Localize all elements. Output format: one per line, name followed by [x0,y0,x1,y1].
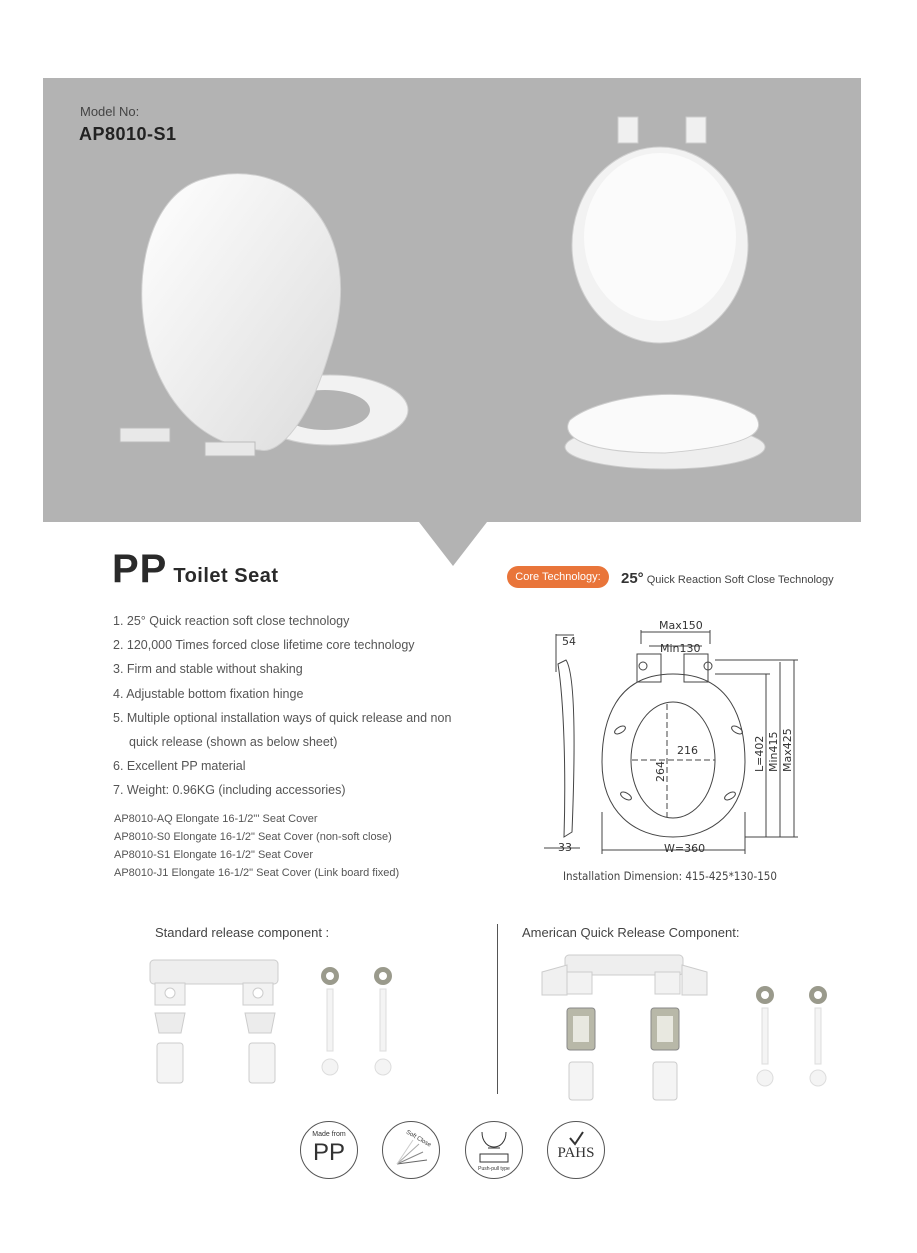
american-release-label: American Quick Release Component: [522,925,740,940]
dim-max-width: Max150 [659,619,703,632]
variant-list [114,813,399,885]
toilet-seat-top-image [568,115,758,345]
feature-item: 4. Adjustable bottom fixation hinge [113,686,304,701]
feature-item: 1. 25° Quick reaction soft close technology [113,614,350,628]
variant-item: AP8010-S0 Elongate 16-1/2" Seat Cover (non-soft close) [114,831,392,843]
made-from-pp-badge [300,1121,358,1179]
variant-item: AP8010-S1 Elongate 16-1/2" Seat Cover [114,849,313,861]
variant-item: AP8010-AQ Elongate 16-1/2"' Seat Cover [114,813,318,825]
toilet-seat-side-image [560,385,770,480]
dim-max-length: Max425 [781,728,794,772]
variant-item: AP8010-J1 Elongate 16-1/2" Seat Cover (Link board fixed) [114,867,400,879]
dim-length: L=402 [753,735,766,772]
feature-item: quick release (shown as below sheet) [129,734,338,749]
dim-inner-width: 216 [677,744,698,757]
soft-close-icon [383,1122,439,1178]
title-product: Toilet Seat [173,565,279,587]
feature-item: 5. Multiple optional installation ways of quick release and non [113,710,452,725]
standard-release-label: Standard release component : [155,925,330,940]
core-degree: 25° [621,570,644,587]
feature-item: 2. 120,000 Times forced close lifetime core technology [113,638,415,653]
model-label: Model No: [80,104,140,119]
dim-outer-width: W=360 [664,842,706,855]
product-title [112,547,279,592]
dimension-diagram [540,612,805,862]
feature-item: 6. Excellent PP material [113,759,246,774]
title-material: PP [112,547,168,591]
standard-release-parts-image [145,955,415,1090]
soft-close-badge [382,1121,440,1179]
dim-inner-height: 264 [654,761,667,782]
feature-item: 7. Weight: 0.96KG (including accessories) [113,783,346,798]
dim-min-length: Min415 [767,731,780,772]
dim-side-bottom: 33 [558,841,572,854]
pahs-badge [547,1121,605,1179]
feature-item: 3. Firm and stable without shaking [113,662,303,677]
push-pull-icon [466,1122,522,1178]
push-pull-badge [465,1121,523,1179]
core-description: Quick Reaction Soft Close Technology [646,574,834,586]
section-divider [497,924,498,1094]
badge-push-pull: Push-pull type [478,1166,510,1172]
dim-side-top: 54 [562,635,576,648]
installation-dimension: Installation Dimension: 415-425*130-150 [563,869,777,883]
badge-made-from: Made from [312,1131,346,1138]
feature-list [113,614,451,808]
hero-pointer-triangle [419,522,487,566]
model-number: AP8010-S1 [79,124,177,144]
toilet-seat-main-image [110,170,410,470]
badge-soft-close: Soft Close [404,1129,432,1149]
badge-pp: PP [312,1139,345,1166]
american-release-parts-image [537,950,837,1105]
dim-min-width: Min130 [660,642,701,655]
core-technology-text [621,570,834,587]
core-technology-pill: Core Technology: [507,566,609,588]
badge-pahs: PAHS [557,1145,595,1161]
